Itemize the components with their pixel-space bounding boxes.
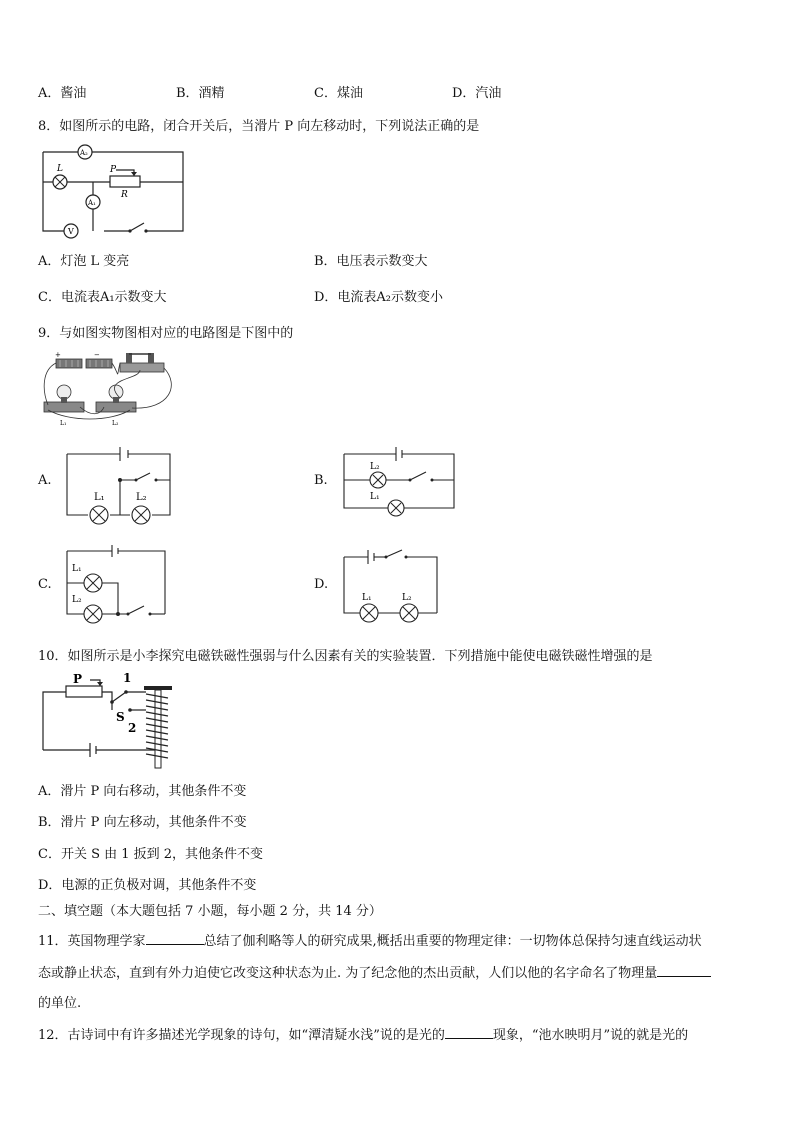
q9-b-l2: L₂	[370, 462, 380, 472]
q9-c-l2: L₂	[72, 595, 82, 605]
q9-c-l1: L₁	[72, 564, 82, 574]
q11-blank-2[interactable]	[657, 964, 711, 977]
q11-text-4: 的单位.	[38, 996, 82, 1011]
q12-line-1	[38, 1024, 688, 1043]
q7-option-b: B．酒精	[176, 86, 225, 101]
q8-label-l: L	[57, 164, 63, 174]
q9-option-b-circuit	[340, 444, 458, 516]
q9-stem: 9．与如图实物图相对应的电路图是下图中的	[38, 326, 294, 341]
q11-text-2: 总结了伽利略等人的研究成果,概括出重要的物理定律：一切物体总保持匀速直线运动状	[203, 934, 702, 949]
q9-d-l1: L₁	[362, 593, 372, 603]
q9-photo-plus: +	[55, 351, 61, 359]
q8-label-v: V	[68, 227, 74, 236]
q10-option-a: A．滑片 P 向右移动，其他条件不变	[38, 784, 247, 799]
q8-option-d: D．电流表A₂示数变小	[314, 290, 444, 305]
q9-b-l1: L₁	[370, 492, 380, 502]
q9-photo-minus: −	[94, 351, 100, 359]
q8-stem: 8．如图所示的电路，闭合开关后，当滑片 P 向左移动时，下列说法正确的是	[38, 119, 480, 134]
q12-text-2: 现象，“池水映明月”说的就是光的	[492, 1028, 689, 1043]
q9-option-c-letter: C.	[38, 577, 52, 592]
q10-stem: 10．如图所示是小李探究电磁铁磁性强弱与什么因素有关的实验装置．下列措施中能使电磁铁磁性增强的是	[38, 649, 653, 664]
q11-blank-1[interactable]	[146, 932, 204, 945]
q11-text-1: 11．英国物理学家	[38, 934, 146, 949]
q9-option-a-circuit	[66, 444, 172, 518]
q8-option-b: B．电压表示数变大	[314, 254, 428, 269]
q9-d-l2: L₂	[402, 593, 412, 603]
q9-option-a-letter: A.	[38, 473, 52, 488]
q10-label-p: P	[73, 672, 83, 686]
q7-option-d: D．汽油	[452, 86, 502, 101]
q9-a-l2: L₂	[136, 492, 147, 503]
q9-a-l1: L₁	[94, 492, 105, 503]
q10-label-1: 1	[123, 671, 132, 685]
q11-text-3: 态或静止状态，直到有外力迫使它改变这种状态为止. 为了纪念他的杰出贡献，人们以他的名字命名了物理量	[38, 966, 658, 981]
q10-label-s: S	[116, 710, 125, 724]
q12-text-1: 12．古诗词中有许多描述光学现象的诗句，如“潭清疑水浅”说的是光的	[38, 1028, 445, 1043]
q10-electromagnet-figure	[40, 670, 180, 772]
q11-line-1	[38, 930, 702, 949]
q9-option-b-letter: B.	[314, 473, 328, 488]
q11-line-2	[38, 962, 711, 981]
q9-option-d-letter: D.	[314, 577, 329, 592]
q8-label-p: P	[110, 165, 117, 175]
q7-option-a: A．酱油	[38, 86, 87, 101]
q8-label-a1: A₁	[88, 199, 96, 207]
q10-option-d: D．电源的正负极对调，其他条件不变	[38, 878, 257, 893]
q10-option-b: B．滑片 P 向左移动，其他条件不变	[38, 815, 247, 830]
q9-photo-l2: L₂	[112, 420, 119, 427]
q9-photo-l1: L₁	[60, 420, 67, 427]
q9-option-d-circuit	[342, 545, 440, 621]
q8-option-c: C．电流表A₁示数变大	[38, 290, 167, 305]
q8-option-a: A．灯泡 L 变亮	[38, 254, 130, 269]
q9-option-c-circuit	[66, 545, 168, 621]
q7-option-c: C．煤油	[314, 86, 363, 101]
q8-label-a2: A₂	[80, 149, 88, 157]
q9-physical-photo	[40, 350, 180, 430]
section-heading-fill-blank: 二、填空题（本大题包括 7 小题，每小题 2 分，共 14 分）	[38, 904, 382, 919]
q8-circuit-figure	[38, 142, 188, 242]
q8-label-r: R	[121, 190, 128, 200]
q12-blank-1[interactable]	[445, 1026, 493, 1039]
q10-label-2: 2	[128, 721, 137, 735]
q10-option-c: C．开关 S 由 1 扳到 2，其他条件不变	[38, 847, 264, 862]
